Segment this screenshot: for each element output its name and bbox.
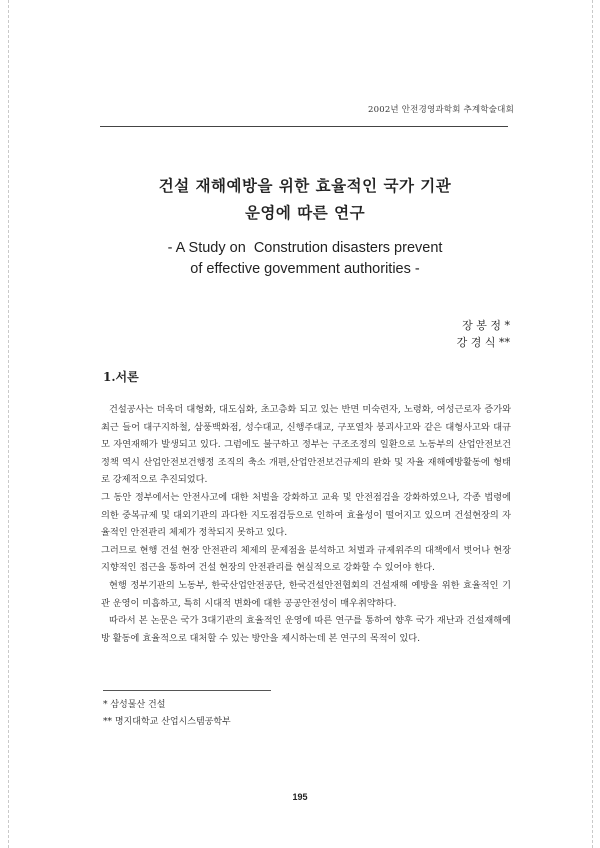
footnote-1: * 삼성물산 건설 bbox=[103, 700, 166, 710]
footnote-2: ** 명지대학교 산업시스템공학부 bbox=[103, 717, 231, 727]
running-header: 2002년 안전경영과학회 추계학술대회 bbox=[368, 105, 514, 115]
paragraph-2: 그 동안 정부에서는 안전사고에 대한 처벌을 강화하고 교육 및 안전점검을 강화하였으나, 각종 법령에 의한 중복규제 및 대외기관의 과다한 지도점검등으로 인하여 효율성이 떨어지고 있으며 건설현장의 자율적인 안전관리 체제가 정착되지 못하고 있다. bbox=[101, 491, 511, 539]
korean-title-line-1: 건설 재해예방을 위한 효율적인 국가 기관 bbox=[158, 176, 452, 195]
paragraph-5: 따라서 본 논문은 국가 3대기관의 효율적인 운영에 따른 연구를 통하여 향후 국가 재난과 건설재해예방 활동에 효율적으로 대처할 수 있는 방안을 제시하는데 본 연구의 목적이 있다. bbox=[101, 615, 511, 644]
english-title bbox=[100, 238, 510, 280]
page-edge-right bbox=[592, 0, 593, 848]
footnote-rule bbox=[103, 690, 271, 691]
body-text bbox=[101, 401, 511, 647]
section-heading: 1.서론 bbox=[103, 370, 139, 384]
page-number: 195 bbox=[292, 792, 308, 802]
english-title-line-2: of effective govemment authorities - bbox=[190, 261, 420, 277]
footnotes bbox=[103, 697, 231, 731]
page-edge-left bbox=[8, 0, 9, 848]
paragraph-1: 건설공사는 더욱더 대형화, 대도심화, 초고층화 되고 있는 반면 미숙련자, 노령화, 여성근로자 증가와 최근 들어 대구지하철, 삼풍백화점, 성수대교, 신행주대교, 구포열차 붕괴사고와 같은 대형사고와 대규모 자연재해가 발생되고 있다. 그럼에도 불구하고 정부는 구조조정의 일환으로 노동부의 산업안전보건 정책 역시 산업안전보건행정 조직의 축소 개편,산업안전보건규제의 완화 및 자율 재해예방활동에 형태로 강제적으로 추진되었다. bbox=[101, 404, 511, 486]
author-1: 장 봉 정 * bbox=[462, 319, 510, 332]
author-list bbox=[457, 317, 510, 351]
korean-title-line-2: 운영에 따른 연구 bbox=[244, 203, 366, 222]
korean-title bbox=[100, 172, 510, 226]
english-title-line-1: - A Study on Constrution disasters prevent bbox=[167, 240, 443, 256]
paragraph-3: 그러므로 현행 건설 현장 안전관리 체제의 문제점을 분석하고 처벌과 규제위주의 대책에서 벗어나 현장 지향적인 접근을 통하여 건설 현장의 안전관리를 현실적으로 강화할 수 있어야 한다. bbox=[101, 544, 511, 574]
header-rule bbox=[100, 126, 508, 127]
paragraph-4: 현행 정부기관의 노동부, 한국산업안전공단, 한국건설안전협회의 건설재해 예방을 위한 효율적인 기관 운영이 미흡하고, 특히 시대적 변화에 대한 공공안전성이 매우취약하다. bbox=[101, 579, 511, 609]
author-2: 강 경 식 ** bbox=[456, 336, 510, 349]
